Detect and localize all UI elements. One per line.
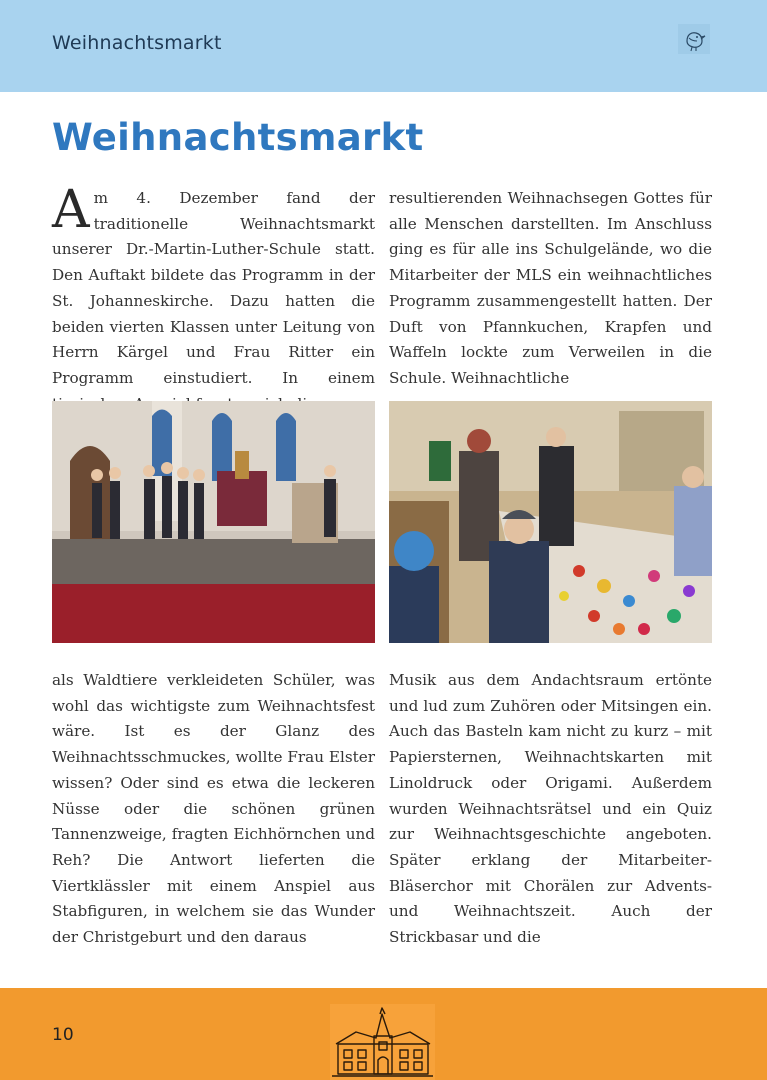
school-building-logo xyxy=(330,1004,435,1080)
bird-icon xyxy=(678,24,710,54)
christmas-market-crafts-photo xyxy=(389,401,712,643)
article-column-left-bottom: als Waldtiere verkleideten Schüler, was wohl das wichtigste zum Weihnachtsfest wäre. Ist es der Glanz des Weihnachtsschmuckes, wollte Frau Elster wissen? Oder sind es etwa die leckeren Nüsse oder die schönen grünen Tannenzweige, fragten Eichhörnchen und Reh? Die Antwort lieferten die Viertklässler mit einem Anspiel aus Stabfiguren, in welchem sie das Wunder der Christgeburt und den daraus xyxy=(52,671,375,947)
church-performance-photo xyxy=(52,401,375,643)
drop-cap: A xyxy=(52,180,90,240)
article-column-right-top: resultierenden Weihnachsegen Gottes für alle Menschen darstellten. Im Anschluss ging es für alle ins Schulgelände, wo die Mitarbeiter der MLS ein weihnachtliches Programm zusammengestellt hatten. Der Duft von Pfannkuchen, Krapfen und Waffeln lockte zum Verweilen in die Schule. Weihnachtliche xyxy=(389,189,712,387)
article-column-left-top xyxy=(52,180,375,417)
article-column-right-bottom: Musik aus dem Andachtsraum ertönte und lud zum Zuhören oder Mitsingen ein. Auch das Basteln kam nicht zu kurz – mit Papiersternen, Weihnachtskarten mit Linoldruck oder Origami. Außerdem wurden Weihnachtsrätsel und ein Quiz zur Weihnachtsgeschichte angeboten. Später erklang der Mitarbeiter-Bläserchor mit Chorälen zur Advents- und Weihnachtszeit. Auch der Strickbasar und die xyxy=(389,671,712,947)
paragraph-text: m 4. Dezember fand der traditionelle Weihnachtsmarkt unserer Dr.-Martin-Luther-Schule statt. Den Auftakt bildete das Programm in der St. Johanneskirche. Dazu hatten die beiden vierten Klassen unter Leitung von Herrn Kärgel und Frau Ritter ein Programm einstudiert. In einem xyxy=(52,189,375,387)
running-title: Weihnachtsmarkt xyxy=(52,32,222,54)
page-number: 10 xyxy=(52,1025,74,1045)
page-title: Weihnachtsmarkt xyxy=(52,116,424,159)
